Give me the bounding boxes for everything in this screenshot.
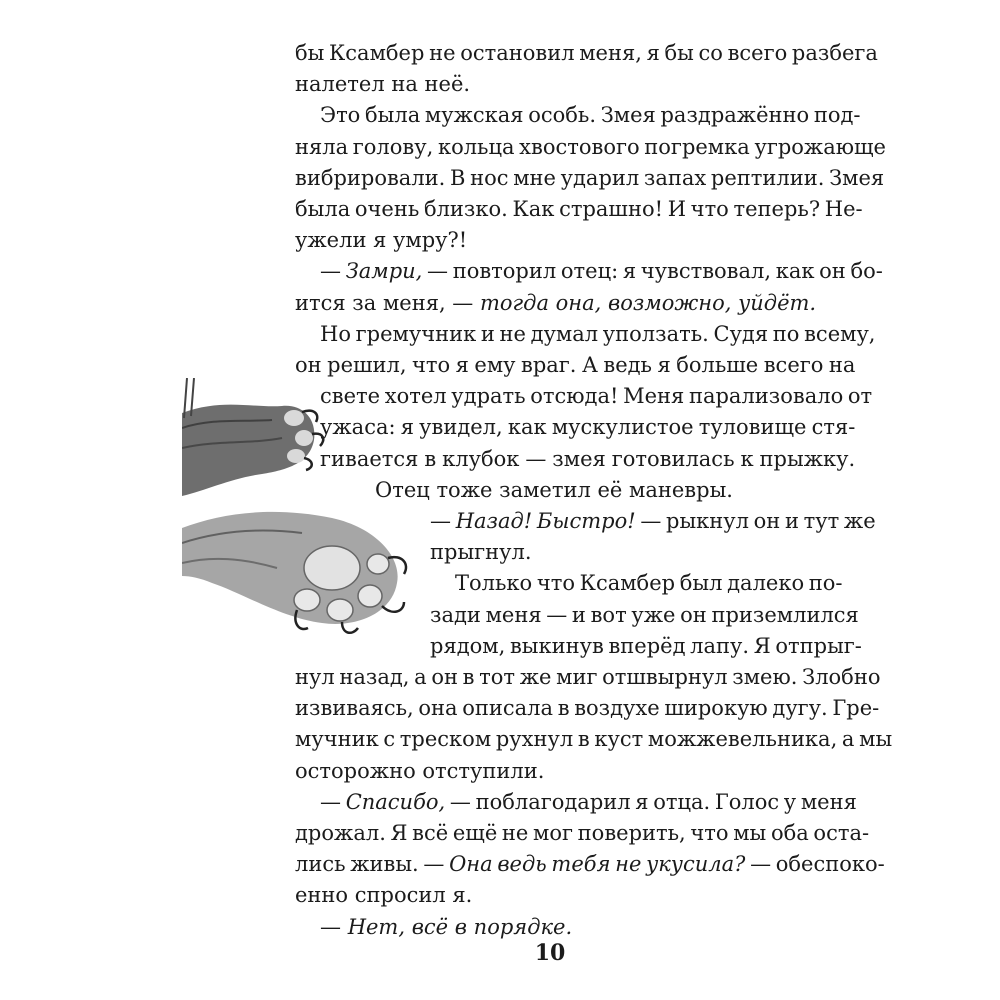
text-span: ужаса: я увидел, как мускулистое туловище стя- [320,415,856,440]
text-span: лись живы. — [295,852,450,877]
text-span: рядом, выкинув вперёд лапу. Я отпрыг- [430,633,862,658]
text-span: — поблагодарил я отца. Голос у меня [445,789,857,814]
text-span: Отец тоже заметил её маневры. [375,477,733,502]
text-line [295,40,878,66]
page-number: 10 [534,940,566,966]
text-line [295,820,869,846]
text-line [295,695,879,721]
italic-span: Спасибо, [345,789,446,814]
text-line [320,321,875,347]
text-span: — [320,914,348,939]
text-span: нул назад, а он в тот же миг отшвырнул змею. Злобно [295,665,881,689]
text-span: бы Ксамбер не остановил меня, я бы со всего разбега [295,41,878,65]
text-line [295,196,863,222]
text-line [295,726,892,752]
text-line [295,134,886,160]
text-span: — [320,789,346,814]
text-line [455,570,843,596]
text-line [295,882,472,908]
text-span: — обеспоко- [745,852,885,877]
text-line [295,71,470,97]
text-line [320,914,572,940]
text-span: свете хотел удрать отсюда! Меня парализовало от [320,384,873,409]
italic-span: Она ведь тебя не укусила? [449,852,746,877]
text-span: няла голову, кольца хвостового погремка угрожающе [295,134,886,159]
italic-span: Назад! Быстро! [455,509,636,533]
text-span: ужели я умру?! [295,228,468,253]
text-span: — [320,259,346,284]
text-span: налетел на неё. [295,72,471,97]
text-line [295,165,884,191]
text-span: гивается в клубок — змея готовилась к прыжку. [320,446,856,471]
text-line [430,539,532,565]
text-span: енно спросил я. [295,883,473,908]
text-span: — повторил отец: я чувствовал, как он бо- [422,259,883,284]
text-line [375,477,733,503]
text-line [295,352,855,378]
text-line [320,102,861,128]
italic-span: Замри, [345,259,423,284]
text-line [430,633,862,659]
text-span: была очень близко. Как страшно! И что теперь? Не- [295,197,863,221]
text-span: мучник с треском рухнул в куст можжевельника, а мы [295,727,893,752]
text-line [320,789,857,815]
text-span: осторожно отступили. [295,758,545,783]
text-line [320,258,883,284]
text-span: — рыкнул он и тут же [635,509,876,533]
text-span: Это была мужская особь. Змея раздражённо под- [320,103,861,128]
text-span: Только что Ксамбер был далеко по- [455,571,843,596]
text-line [295,851,885,877]
text-span: зади меня — и вот уже он приземлился [430,602,859,627]
italic-span: тогда она, возможно, уйдёт. [479,290,817,315]
text-span: извиваясь, она описала в воздухе широкую дугу. Гре- [295,696,880,721]
text-line [430,508,876,534]
text-line [295,758,544,784]
text-span: Но гремучник и не думал уползать. Судя по всему, [320,321,876,346]
text-span: ится за меня, — [295,290,480,315]
text-line [295,664,880,690]
italic-span: Нет, всё в порядке. [347,914,573,939]
text-span: вибрировали. В нос мне ударил запах рептилии. Змея [295,165,885,190]
text-span: он решил, что я ему враг. А ведь я больше всего на [295,353,856,377]
text-line [295,290,816,316]
text-line [295,227,467,253]
text-span: прыгнул. [430,540,532,565]
text-span: дрожал. Я всё ещё не мог поверить, что мы оба оста- [295,821,870,845]
text-span: — [430,509,456,533]
paw-illustration [182,378,422,638]
text-line [430,602,859,628]
